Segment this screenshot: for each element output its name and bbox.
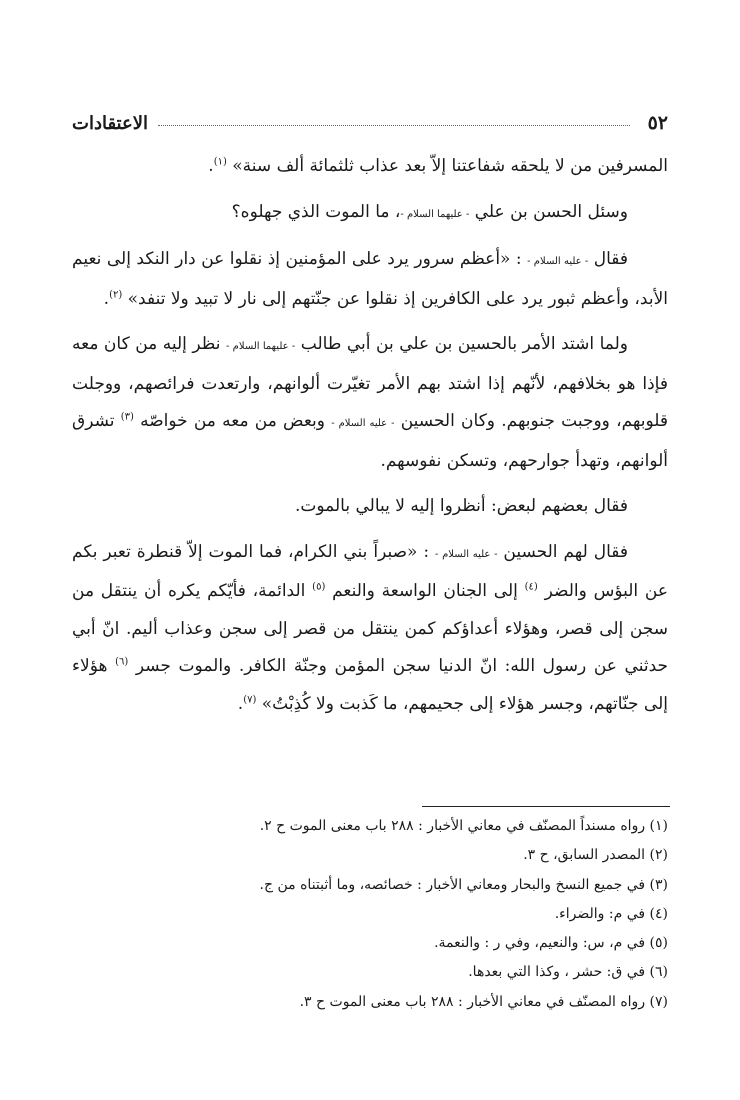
running-header (72, 100, 668, 134)
paragraph-4-text-a: ولما اشتد الأمر بالحسين بن علي بن أبي طالب (300, 334, 628, 354)
paragraph-6-end: . (237, 693, 244, 714)
footnote-ref-5: (٥) (312, 581, 326, 593)
paragraph-5-text: فقال بعضهم لبعض: أنظروا إليه لا يبالي بالموت. (294, 496, 628, 516)
footnote-ref-2: (٢) (109, 288, 123, 300)
footnote-2: (٢) المصدر السابق، ح ٣. (523, 847, 668, 864)
honorific: - عليه السلام - (435, 548, 498, 560)
honorific: - عليهما السلام - (226, 341, 296, 352)
paragraph-1-text: المسرفين من لا يلحقه شفاعتنا إلاّ بعد عذاب ثلثمائة ألف سنة» (232, 156, 668, 176)
paragraph-2-text-b: ، ما الموت الذي جهلوه؟ (231, 201, 401, 222)
paragraph-1-end: . (208, 156, 214, 176)
footnote-ref-4: (٤) (524, 581, 538, 593)
paragraph-5 (72, 488, 668, 526)
main-text (72, 148, 668, 731)
paragraph-3-text-a: فقال (593, 249, 628, 269)
paragraph-4-text-d: تشرق ألوانهم، وتهدأ جوارحهم، وتسكن نفوسهم. (72, 411, 668, 471)
paragraph-6-text-e: هؤلاء إلى جنّاتهم، وجسر هؤلاء إلى جحيمهم، ما كَذبت ولا كُذِبْتُ» (72, 656, 668, 714)
paragraph-3-text-b: : «أعظم سرور يرد على المؤمنين إذ نقلوا عن دار النكد إلى نعيم الأبد، وأعظم ثبور يرد على الكافرين إذ نقلوا عن جنّتهم إلى نار لا تبيد ولا تنفد» (72, 249, 668, 309)
paragraph-1 (72, 148, 668, 186)
header-dotted-leader (158, 125, 630, 126)
paragraph-2-text-a: وسئل الحسن بن علي (474, 201, 628, 222)
paragraph-6-text-c: إلى الجنان الواسعة والنعم (332, 581, 518, 601)
footnote-ref-7: (٧) (243, 693, 257, 705)
honorific: - عليه السلام - (331, 418, 395, 429)
footnote-1: (١) رواه مسنداً المصنّف في معاني الأخبار : ٢٨٨ باب معنى الموت ح ٢. (259, 818, 668, 834)
paragraph-4-text-b: نظر إليه من كان معه فإذا هو بخلافهم، لأنّهم إذا اشتد بهم الأمر تغيّرت ألوانهم، وارتعدت فرائصهم، ووجلت قلوبهم، ووجبت جنوبهم. وكان الحسين (72, 334, 669, 431)
paragraph-6-text-b: : «صبراً بني الكرام، فما الموت إلاّ قنطرة تعبر بكم عن البؤس والضر (72, 541, 669, 601)
paragraph-3 (72, 241, 668, 318)
footnote-separator (422, 806, 670, 807)
footnote-ref-1: (١) (213, 156, 227, 168)
footnotes (72, 812, 668, 1017)
paragraph-4 (72, 326, 668, 480)
paragraph-6 (72, 534, 668, 724)
paragraph-6-text-d: الدائمة، فأيّكم يكره أن ينتقل من سجن إلى قصر، وهؤلاء أعداؤكم كمن ينتقل من قصر إلى سجن وعذاب أليم. انّ أبي حدثني عن رسول الله: انّ الدنيا سجن المؤمن وجنّة الكافر. والموت جسر (72, 581, 669, 676)
footnote-ref-6: (٦) (115, 656, 129, 668)
footnote-3: (٣) في جميع النسخ والبحار ومعاني الأخبار : خصائصه، وما أثبتناه من ج. (259, 876, 668, 893)
footnote-6: (٦) في ق: حشر ، وكذا التي بعدها. (468, 964, 668, 981)
chapter-title: الاعتقادات (72, 113, 148, 134)
paragraph-4-text-c: وبعض من معه من خواصّه (140, 411, 325, 431)
footnote-7: (٧) رواه المصنّف في معاني الأخبار : ٢٨٨ باب معنى الموت ح ٣. (299, 993, 668, 1010)
paragraph-3-end: . (103, 288, 110, 309)
paragraph-2 (72, 194, 668, 234)
footnote-5: (٥) في م، س: والنعيم، وفي ر : والنعمة. (434, 935, 668, 952)
footnote-4: (٤) في م: والضراء. (554, 905, 668, 922)
page-number: ٥٢ (647, 112, 668, 134)
paragraph-6-text-a: فقال لهم الحسين (503, 541, 628, 562)
honorific: - عليهما السلام - (400, 208, 470, 220)
honorific: - عليه السلام - (527, 256, 589, 267)
footnote-ref-3: (٣) (120, 411, 134, 423)
